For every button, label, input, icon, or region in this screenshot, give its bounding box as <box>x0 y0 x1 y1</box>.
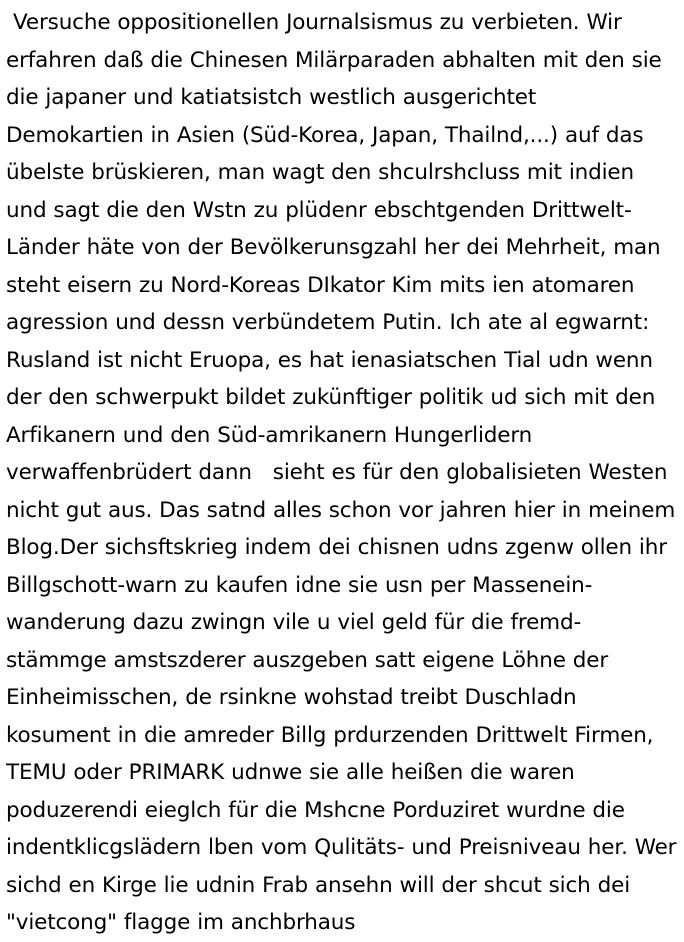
document-body-text: Versuche oppositionellen Journalsismus zu verbieten. Wir erfahren daß die Chinesen Milärparaden abhalten mit den sie die japaner und katiatsistch westlich ausgerichtet Demokartien in Asien (Süd-Korea, Japan, Thailnd,...) auf das übelste brüskieren, man wagt den shculrshcluss mit indien und sagt die den Wstn zu plüdenr ebschtgenden Drittwelt-Länder häte von der Bevölkerunsgzahl her dei Mehrheit, man steht eisern zu Nord-Koreas DIkator Kim mits ien atomaren agression und dessn verbündetem Putin. Ich ate al egwarnt: Rusland ist nicht Eruopa, es hat ienasiatschen Tial udn wenn der den schwerpukt bildet zukünftiger politik ud sich mit den Arfikanern und den Süd-amrikanern Hungerlidern verwaffenbrüdert dann sieht es für den globalisieten Westen nicht gut aus. Das satnd alles schon vor jahren hier in meinem Blog.Der sichsftskrieg indem dei chisnen udns zgenw ollen ihr Billgschott-warn zu kaufen idne sie usn per Massenein-wanderung dazu zwingn vile u viel geld für die fremd-stämmge amstszderer auszgeben satt eigene Löhne der Einheimisschen, de rsinkne wohstad treibt Duschladn kosument in die amreder Billg prdurzenden Drittwelt Firmen, TEMU oder PRIMARK udnwe sie alle heißen die waren poduzerendi eieglch für die Mshcne Porduziret wurdne die indentklicgslädern lben vom Qulitäts- und Preisniveau her. Wer sichd en Kirge lie udnin Frab ansehn will der shcut sich dei "vietcong" flagge im anchbrhaus <box>6 10 684 935</box>
